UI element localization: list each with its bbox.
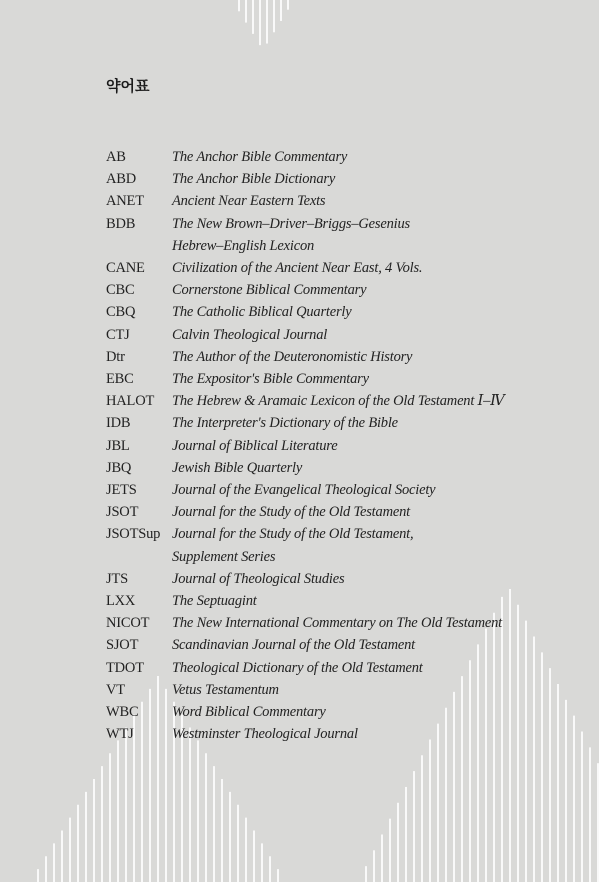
abbreviation-row [106,457,504,479]
abbreviation-code: JBL [106,437,130,454]
abbreviation-row [106,324,504,346]
abbreviation-full-title: Theological Dictionary of the Old Testament [172,659,423,676]
abbreviation-row [106,657,504,679]
abbreviation-full-title: The Expositor's Bible Commentary [172,371,369,388]
abbreviation-full-title: Cornerstone Biblical Commentary [172,282,367,299]
abbreviation-full-title: Journal of Biblical Literature [172,437,338,454]
abbreviation-row [106,412,504,434]
abbreviation-row [106,368,504,390]
abbreviation-full-title: The Catholic Biblical Quarterly [172,304,352,321]
abbreviation-row [106,612,504,634]
abbreviation-full-title: The Interpreter's Dictionary of the Bible [172,415,398,432]
abbreviation-code: JSOTSup [106,526,161,543]
abbreviation-list [106,146,504,745]
abbreviation-code: JBQ [106,459,132,476]
abbreviation-code: JSOT [106,504,139,521]
abbreviation-full-title: The New Brown–Driver–Briggs–Gesenius Hebrew–English Lexicon [172,215,410,254]
abbreviation-row [106,390,504,412]
abbreviation-code: ANET [106,193,144,210]
abbreviation-code: HALOT [106,393,155,410]
abbreviation-row [106,590,504,612]
abbreviation-full-title: Journal for the Study of the Old Testament, Supplement Series [172,526,414,565]
abbreviation-row [106,301,504,323]
abbreviation-code: BDB [106,215,136,232]
abbreviation-code: SJOT [106,637,139,654]
abbreviation-row [106,501,504,523]
abbreviation-row [106,679,504,701]
abbreviation-code: IDB [106,415,131,432]
abbreviation-full-title: Journal for the Study of the Old Testament [172,504,410,521]
abbreviation-row [106,634,504,656]
abbreviation-row [106,213,504,257]
abbreviation-code: ABD [106,171,137,188]
abbreviation-code: EBC [106,371,134,388]
abbreviation-code: CBQ [106,304,136,321]
abbreviation-full-title: The Anchor Bible Dictionary [172,171,336,188]
abbreviation-row [106,701,504,723]
abbreviation-row [106,279,504,301]
abbreviation-full-title: Calvin Theological Journal [172,326,328,343]
abbreviation-code: JTS [106,570,128,587]
abbreviation-row [106,168,504,190]
abbreviation-row [106,523,504,567]
abbreviation-row [106,479,504,501]
abbreviation-full-title: The Anchor Bible Commentary [172,149,348,165]
abbreviation-code: NICOT [106,615,150,632]
abbreviation-full-title: The Author of the Deuteronomistic History [172,348,413,365]
abbreviation-full-title: The New International Commentary on The Old Testament [172,615,503,632]
abbreviation-full-title: Journal of Theological Studies [172,570,345,587]
abbreviation-row [106,257,504,279]
abbreviation-code: LXX [106,593,136,610]
abbreviation-code: Dtr [106,348,125,365]
abbreviation-full-title: Civilization of the Ancient Near East, 4 Vols. [172,260,423,277]
page-title: 약어표 [106,77,150,95]
abbreviation-full-title: Journal of the Evangelical Theological Society [172,482,436,499]
abbreviation-code: JETS [106,482,137,499]
abbreviation-full-title: The Hebrew & Aramaic Lexicon of the Old Testament Ⅰ–Ⅳ [172,393,505,410]
abbreviation-row [106,346,504,368]
abbreviation-full-title: Scandinavian Journal of the Old Testament [172,637,415,654]
abbreviation-code: VT [106,681,125,698]
abbreviation-code: CBC [106,282,135,299]
abbreviation-row [106,435,504,457]
abbreviation-full-title: Ancient Near Eastern Texts [172,193,326,210]
abbreviation-full-title: The Septuagint [172,593,257,610]
abbreviation-full-title: Word Biblical Commentary [172,704,326,721]
abbreviation-code: TDOT [106,659,144,676]
abbreviation-row [106,568,504,590]
abbreviation-code: WTJ [106,726,134,743]
abbreviation-row [106,146,504,168]
abbreviation-row [106,190,504,212]
abbreviation-code: WBC [106,704,139,721]
abbreviation-full-title: Westminster Theological Journal [172,726,358,743]
abbreviation-row [106,723,504,745]
abbreviation-code: AB [106,149,126,165]
abbreviation-code: CANE [106,260,145,277]
abbreviation-code: CTJ [106,326,130,343]
abbreviation-full-title: Jewish Bible Quarterly [172,459,303,476]
abbreviation-full-title: Vetus Testamentum [172,681,279,698]
